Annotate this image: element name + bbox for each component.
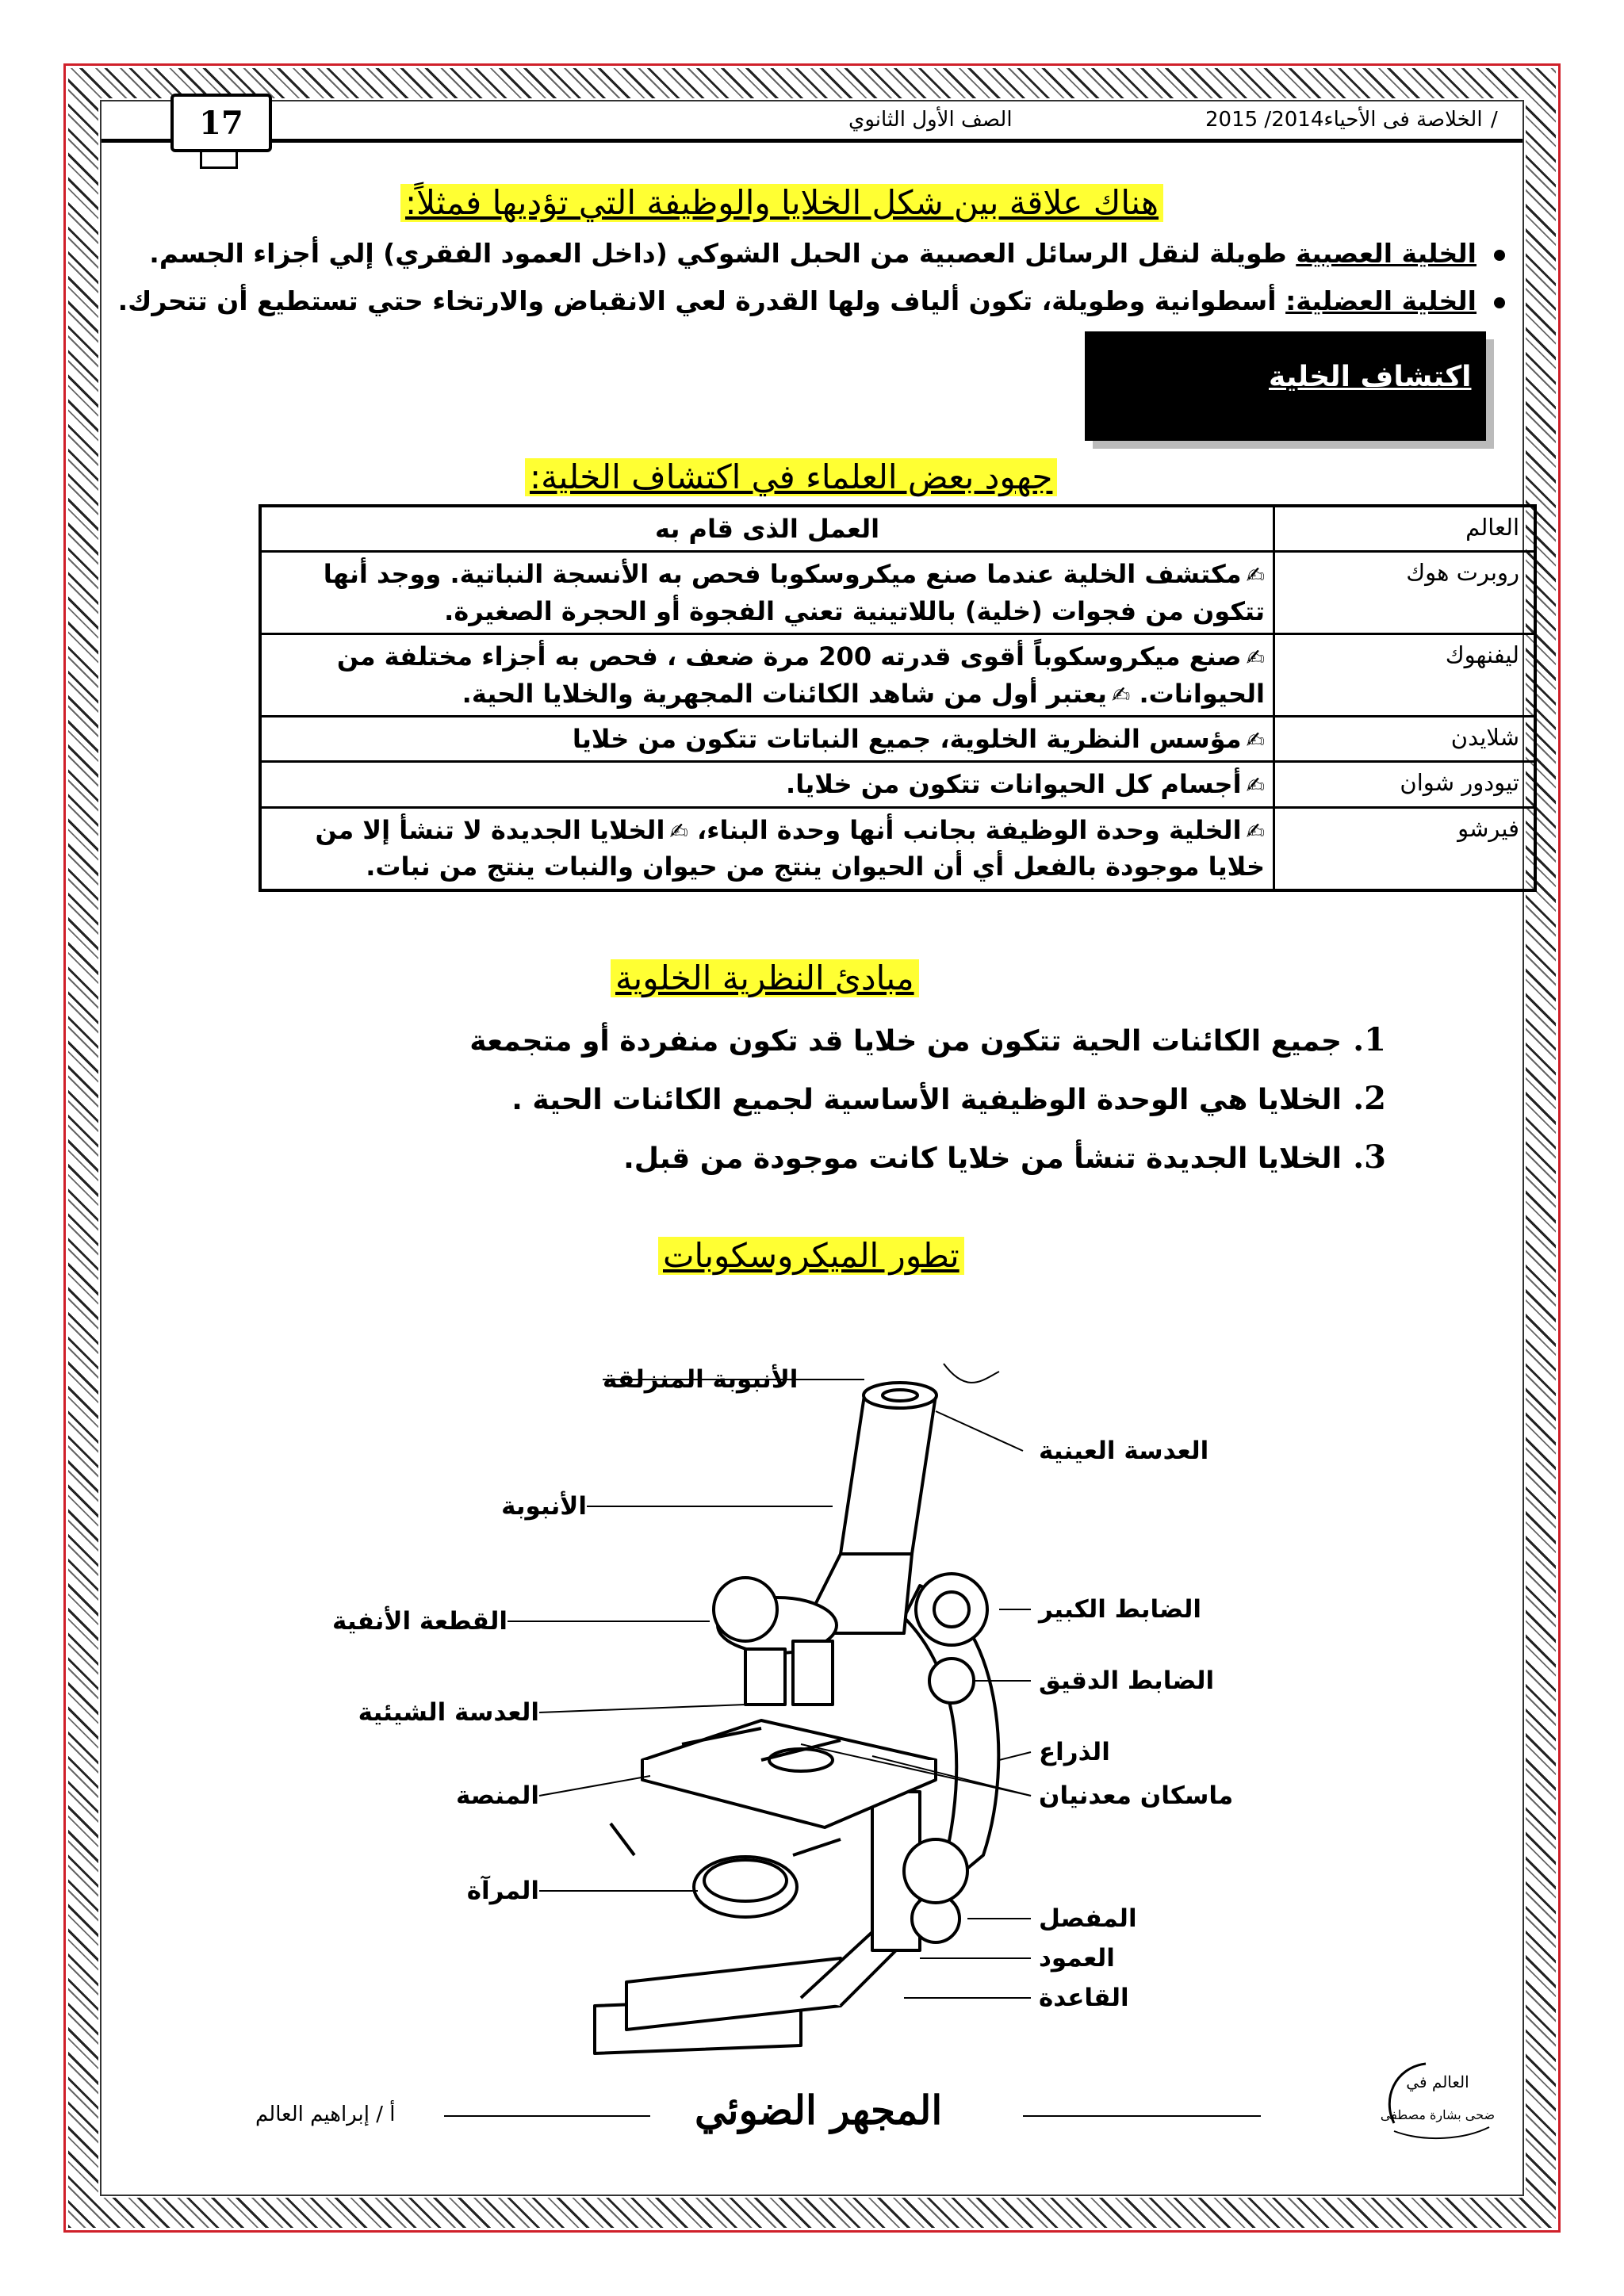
- caption-line-left: [444, 2115, 650, 2117]
- principles-heading: مبادئ النظرية الخلوية: [611, 959, 919, 997]
- scientists-table: [259, 504, 1537, 892]
- header-slash: /: [1491, 108, 1498, 132]
- list-number: 3.: [1353, 1138, 1386, 1176]
- microscope-diagram: [332, 1348, 1300, 2093]
- svg-text:ضحى بشارة مصطفى: ضحى بشارة مصطفى: [1380, 2107, 1496, 2122]
- scientist-work: ✍الخلية وحدة الوظيفة بجانب أنها وحدة البناء، ✍الخلايا الجديدة لا تنشأ إلا من خلايا موجودة بالفعل أي أن الحيوان ينتج من حيوان والنبات ينتج من نبات.: [260, 807, 1274, 890]
- scientist-name: شلايدن: [1274, 716, 1536, 761]
- label-draw-tube: الأنبوبة المنزلقة: [603, 1365, 799, 1394]
- svg-text:العالم في: العالم في: [1406, 2072, 1469, 2091]
- signature-stamp: [1378, 2052, 1497, 2147]
- header-subject: الخلاصة فى الأحياء2014/ 2015: [1205, 108, 1483, 132]
- table-row: [260, 716, 1535, 761]
- label-coarse: الضابط الكبير: [1039, 1595, 1201, 1624]
- pen-icon: ✍: [1246, 562, 1265, 589]
- label-fine: الضابط الدقيق: [1039, 1667, 1215, 1695]
- microscopes-heading: تطور الميكروسكوبات: [658, 1237, 964, 1275]
- label-nosepiece: القطعة الأنفية: [332, 1607, 508, 1636]
- table-row: [260, 762, 1535, 807]
- pen-icon: ✍: [1246, 726, 1265, 753]
- table-row: [260, 807, 1535, 890]
- header-rule: [102, 139, 1522, 143]
- label-stage: المنصة: [455, 1781, 539, 1810]
- scientist-work: ✍صنع ميكروسكوباً أقوى قدرته 200 مرة ضعف ، فحص به أجزاء مختلفة من الحيوانات. ✍يعتبر أول من شاهد الكائنات المجهرية والخلايا الحية.: [260, 634, 1274, 717]
- pen-icon: ✍: [1111, 681, 1131, 708]
- col-scientist-header: العالم: [1274, 506, 1536, 552]
- list-number: 1.: [1353, 1021, 1386, 1058]
- col-work-header: العمل الذى قام به: [260, 506, 1274, 552]
- scientist-name: روبرت هوك: [1274, 552, 1536, 634]
- page-number-badge: [170, 94, 272, 152]
- label-joint: المفصل: [1039, 1904, 1137, 1933]
- bullet-nerve-cell: [149, 238, 1505, 269]
- bullet-text: طويلة لنقل الرسائل العصبية من الحبل الشوكي (داخل العمود الفقري) إلي أجزاء الجسم.: [149, 238, 1297, 269]
- microscope-caption: المجهر الضوئي: [695, 2087, 943, 2133]
- label-eyepiece: العدسة العينية: [1039, 1437, 1209, 1465]
- list-text: جميع الكائنات الحية تتكون من خلايا قد تكون منفردة أو متجمعة: [469, 1025, 1342, 1058]
- scientist-name: فيرشو: [1274, 807, 1536, 890]
- table-row: [260, 552, 1535, 634]
- list-item: [469, 1080, 1386, 1117]
- bullet-dot-icon: [1494, 250, 1505, 261]
- page-number: 17: [199, 104, 243, 142]
- header-grade: الصف الأول الثانوي: [848, 108, 1013, 132]
- bullet-term: الخلية العضلية:: [1285, 285, 1477, 316]
- footer-author: أ / إبراهيم العالم: [255, 2103, 396, 2126]
- scientist-work: ✍مؤسس النظرية الخلوية، جميع النباتات تتكون من خلايا: [260, 716, 1274, 761]
- discovery-box-label: اكتشاف الخلية: [1269, 361, 1472, 393]
- list-number: 2.: [1353, 1080, 1386, 1117]
- bullet-dot-icon: [1494, 297, 1505, 308]
- label-arm: الذراع: [1039, 1738, 1110, 1766]
- scientist-name: ليفنهوك: [1274, 634, 1536, 717]
- label-objective: العدسة الشيئية: [358, 1698, 539, 1727]
- list-text: الخلايا الجديدة تنشأ من خلايا كانت موجودة من قبل.: [623, 1142, 1342, 1175]
- bullet-muscle-cell: [118, 285, 1505, 316]
- pen-icon: ✍: [669, 817, 688, 844]
- scientist-name: تيودور شوان: [1274, 762, 1536, 807]
- pen-icon: ✍: [1246, 817, 1265, 844]
- scientists-heading: جهود بعض العلماء في اكتشاف الخلية:: [525, 458, 1057, 496]
- scientist-work: ✍أجسام كل الحيوانات تتكون من خلايا.: [260, 762, 1274, 807]
- list-item: [469, 1138, 1386, 1176]
- label-clips: ماسكان معدنيان: [1039, 1781, 1234, 1810]
- list-item: [469, 1021, 1386, 1058]
- shape-function-heading: هناك علاقة بين شكل الخلايا والوظيفة التي تؤديها فمثلاً:: [400, 184, 1163, 222]
- bullet-term: الخلية العصبية: [1296, 238, 1477, 269]
- label-tube: الأنبوبة: [501, 1492, 587, 1521]
- principles-list: [469, 1021, 1386, 1197]
- label-pillar: العمود: [1039, 1944, 1115, 1973]
- label-mirror: المرآة: [466, 1877, 539, 1905]
- table-row: [260, 634, 1535, 717]
- pen-icon: ✍: [1246, 772, 1265, 799]
- table-header-row: [260, 506, 1535, 552]
- list-text: الخلايا هي الوحدة الوظيفية الأساسية لجميع الكائنات الحية .: [511, 1084, 1342, 1116]
- scientist-work: ✍مكتشف الخلية عندما صنع ميكروسكوبا فحص به الأنسجة النباتية. ووجد أنها تتكون من فجوات (خلية) باللاتينية تعني الفجوة أو الحجرة الصغيرة.: [260, 552, 1274, 634]
- label-base: القاعدة: [1039, 1984, 1129, 2012]
- bullet-text: أسطوانية وطويلة، تكون ألياف ولها القدرة لعي الانقباض والارتخاء حتي تستطيع أن تتحرك.: [117, 285, 1286, 316]
- pen-icon: ✍: [1246, 645, 1265, 672]
- caption-line-right: [1023, 2115, 1261, 2117]
